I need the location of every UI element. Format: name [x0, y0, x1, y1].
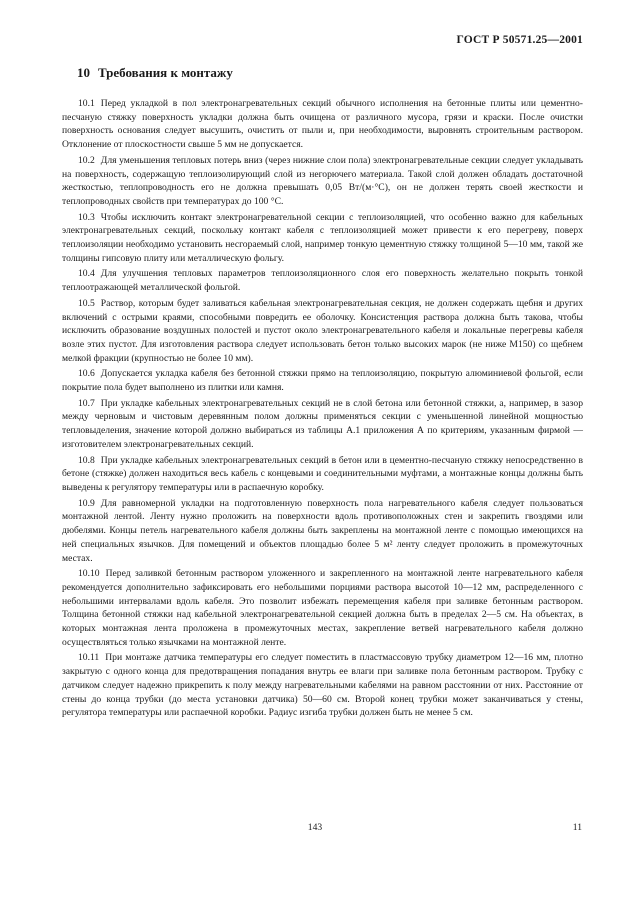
paragraph-number: 10.5 [78, 297, 95, 309]
paragraph-number: 10.1 [78, 98, 95, 109]
paragraph-10-1 [62, 97, 583, 152]
paragraph-number: 10.9 [78, 497, 95, 509]
paragraph-10-9 [62, 497, 583, 566]
paragraph-10-6 [62, 367, 583, 394]
paragraph-text: Для равномерной укладки на подготовленную поверхность пола нагревательного кабеля следует пользоваться монтажной лентой. Ленту нужно проложить на поверхности вдоль противоположных стен и закрепить гвоздями или дюбелями. Концы петель нагревательного кабеля должны быть закреплены на монтажной ленте с помощью имеющихся на ней специальных язычков. Для помещений и объектов площадью более 5 м² ленту следует проложить в промежуточных местах. [62, 497, 583, 564]
paragraph-number: 10.7 [78, 397, 95, 409]
paragraph-10-8 [62, 454, 583, 495]
paragraph-text: Допускается укладка кабеля без бетонной стяжки прямо на теплоизоляцию, покрытую алюминиевой фольгой, если покрытие пола будет выполнено из плитки или камня. [62, 368, 583, 394]
paragraph-text: Раствор, которым будет заливаться кабельная электронагревательная секция, не должен содержать щебня и других включений с острыми краями, способными повредить ее оболочку. Консистенция раствора должна быть такова, чтобы исключить образование воздушных полостей и пустот около электронагревательного кабеля и локальные перегревы кабеля возле этих пустот. Для изготовления раствора следует использовать бетон только высоких марок (не ниже М150) со щебнем мелкой фракции (крупностью не более 10 мм). [62, 297, 583, 364]
paragraph-10-4 [62, 267, 583, 294]
paragraph-10-10 [62, 567, 583, 649]
paragraph-text: Перед заливкой бетонным раствором уложенного и закрепленного на монтажной ленте нагревательного кабеля рекомендуется дополнительно зафиксировать его небольшими порциями раствора высотой 10—12 мм, распределенного с небольшими интервалами вдоль кабеля. Это позволит избежать перемещения кабеля при заливке бетонным раствором. Толщина бетонной стяжки над кабельной электронагревательной секцией должна быть в пределах 2—5 см. На объектах, в которых монтажная лента проложена в промежуточных местах, закрепление ветвей нагревательного кабеля должно осуществляться только язычками на монтажной ленте. [62, 568, 583, 648]
paragraph-text: Для улучшения тепловых параметров теплоизоляционного слоя его поверхность желательно покрыть тонкой теплоотражающей металлической фольгой. [62, 268, 583, 294]
paragraph-number: 10.11 [78, 652, 100, 664]
paragraph-text: При укладке кабельных электронагревательных секций в бетон или в цементно-песчаную стяжку непосредственно в бетоне (стяжке) должен находиться весь кабель с концевыми и соединительными муфтами, а монтажные концы должны быть выведены к регулятору температуры или в распаечную коробку. [62, 454, 583, 493]
paragraph-number: 10.8 [78, 454, 95, 466]
paragraph-number: 10.10 [78, 568, 100, 580]
paragraph-number: 10.6 [78, 368, 95, 380]
paragraph-text: Чтобы исключить контакт электронагревательной секции с теплоизоляцией, что особенно важно для кабельных электронагревательных секций, поскольку контакт кабеля с теплоизоляцией может привести к его перегреву, поверх теплоизоляции необходимо установить несгораемый слой, например тонкую цементную стяжку толщиной 5—10 мм, такой же толщины гипсовую плиту или металлическую фольгу. [62, 211, 583, 264]
document-standard-header: ГОСТ Р 50571.25—2001 [456, 34, 583, 46]
paragraph-text: Для уменьшения тепловых потерь вниз (через нижние слои пола) электронагревательные секции следует укладывать на поверхность, содержащую теплоизолирующий слой из негорючего материала. Такой слой должен обладать достаточной жесткостью, теплопроводность его не должна превышать 0,05 Вт/(м·°С), он не должен терять своей жесткости и теплопроводных свойств при температурах до 100 °С. [62, 154, 583, 207]
paragraph-text: При укладке кабельных электронагревательных секций не в слой бетона или бетонной стяжки, а, например, в зазор между черновым и чистовым деревянным полом должны применяться секции с уменьшенной линейной мощностью тепловыделения, значение которой должно выбираться из таблицы А.1 приложения А по критериям, указанным фирмой — изготовителем электронагревательных секций. [62, 397, 583, 450]
paragraph-10-2 [62, 154, 583, 209]
paragraph-number: 10.3 [78, 211, 95, 223]
paragraph-10-5 [62, 297, 583, 366]
sheet-mark: 11 [572, 822, 582, 833]
paragraph-text: При монтаже датчика температуры его следует поместить в пластмассовую трубку диаметром 12—16 мм, плотно закрытую с одного конца для предотвращения попадания внутрь ее влаги при заливке пола бетонным раствором. Трубку с датчиком следует надежно прикрепить к полу между нагревательными кабелями на равном расстоянии от них. Расстояние от стены до конца трубки (до места установки датчика) 50—60 см. Второй конец трубки может заканчиваться у стены, регулятора температуры или распаечной коробки. Радиус изгиба трубки должен быть не менее 5 см. [62, 652, 583, 719]
paragraph-text: Перед укладкой в пол электронагревательных секций обычного исполнения на бетонные плиты или цементно-песчаную стяжку поверхность укладки должна быть очищена от различного мусора, грязи и краски. После очистки поверхность основания следует высушить, очистить от пыли и, при необходимости, выровнять строительным раствором. Отклонение от плоскостности свыше 5 мм не допускается. [62, 98, 583, 151]
section-body [62, 97, 583, 722]
paragraph-10-11 [62, 651, 583, 720]
page-number: 143 [307, 822, 323, 833]
paragraph-10-7 [62, 397, 583, 452]
section-number: 10 [77, 65, 90, 80]
paragraph-number: 10.2 [78, 154, 95, 166]
paragraph-number: 10.4 [78, 268, 95, 280]
section-heading [77, 65, 233, 81]
paragraph-10-3 [62, 211, 583, 266]
section-title: Требования к монтажу [98, 65, 233, 80]
